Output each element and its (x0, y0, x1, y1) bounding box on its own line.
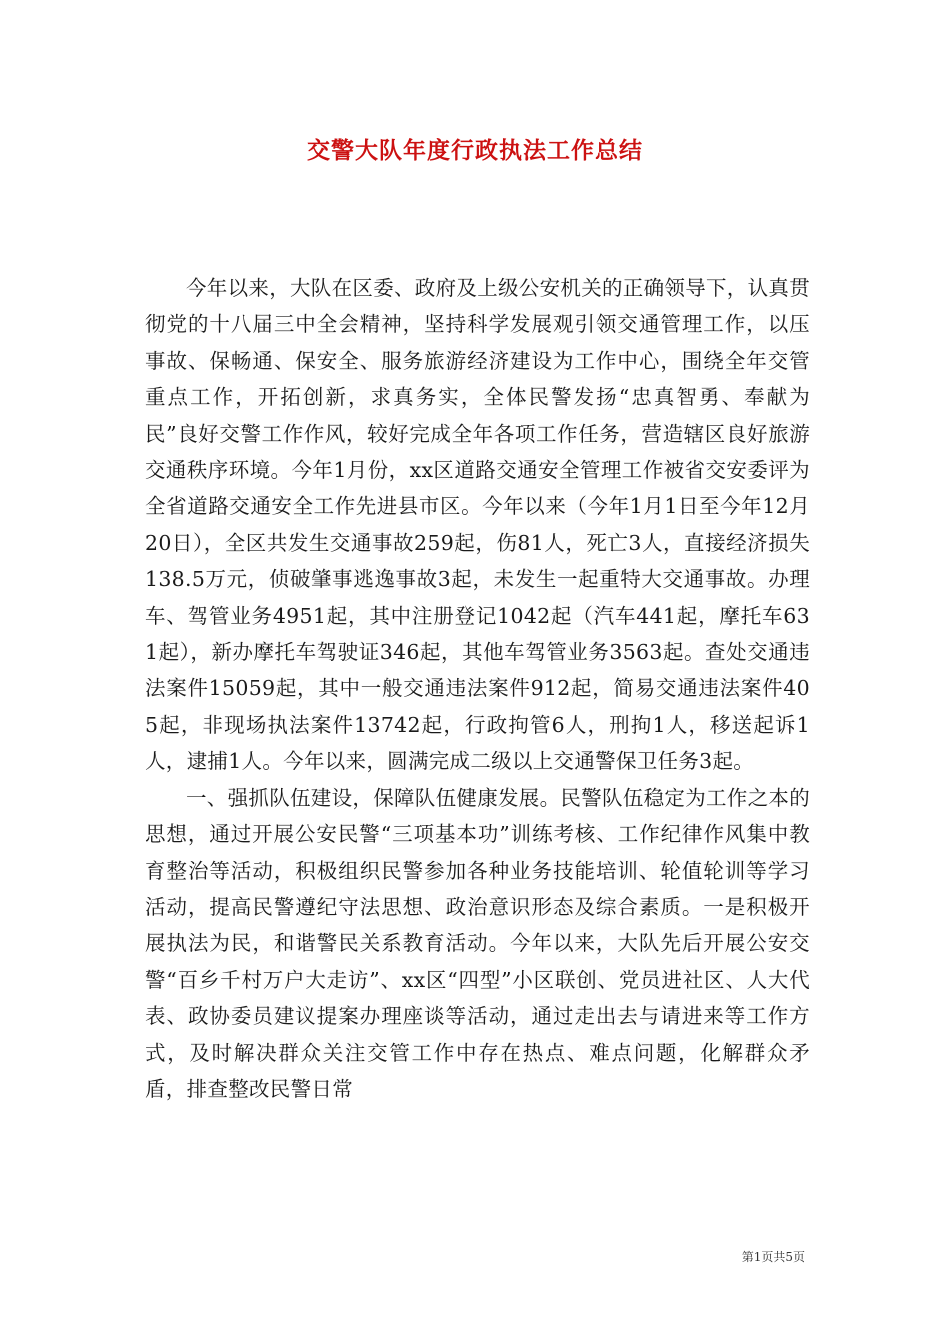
page-number: 第1页共5页 (741, 1250, 805, 1264)
paragraph-section-one: 一、强抓队伍建设，保障队伍健康发展。民警队伍稳定为工作之本的思想，通过开展公安民警“三项基本功”训练考核、工作纪律作风集中教育整治等活动，积极组织民警参加各种业务技能培训、轮值轮训等学习活动，提高民警遵纪守法思想、政治意识形态及综合素质。一是积极开展执法为民，和谐警民关系教育活动。今年以来，大队先后开展公安交警“百乡千村万户大走访”、xx区“四型”小区联创、党员进社区、人大代表、政协委员建议提案办理座谈等活动，通过走出去与请进来等工作方式，及时解决群众关注交管工作中存在热点、难点问题，化解群众矛盾，排查整改民警日常 (145, 785, 810, 1101)
document-title: 交警大队年度行政执法工作总结 (307, 137, 643, 164)
paragraph-intro: 今年以来，大队在区委、政府及上级公安机关的正确领导下，认真贯彻党的十八届三中全会精神，坚持科学发展观引领交通管理工作，以压事故、保畅通、保安全、服务旅游经济建设为工作中心，围绕全年交管重点工作，开拓创新，求真务实，全体民警发扬“忠真智勇、奉献为民”良好交警工作作风，较好完成全年各项工作任务，营造辖区良好旅游交通秩序环境。今年1月份，xx区道路交通安全管理工作被省交安委评为全省道路交通安全工作先进县市区。今年以来（今年1月1日至今年12月20日），全区共发生交通事故259起，伤81人，死亡3人，直接经济损失138.5万元，侦破肇事逃逸事故3起，未发生一起重特大交通事故。办理车、驾管业务4951起，其中注册登记1042起（汽车441起，摩托车631起），新办摩托车驾驶证346起，其他车驾管业务3563起。查处交通违法案件15059起，其中一般交通违法案件912起，简易交通违法案件405起，非现场执法案件13742起，行政拘管6人，刑拘1人，移送起诉1人，逮捕1人。今年以来，圆满完成二级以上交通警保卫任务3起。 (145, 276, 810, 774)
document-body (145, 270, 810, 1107)
